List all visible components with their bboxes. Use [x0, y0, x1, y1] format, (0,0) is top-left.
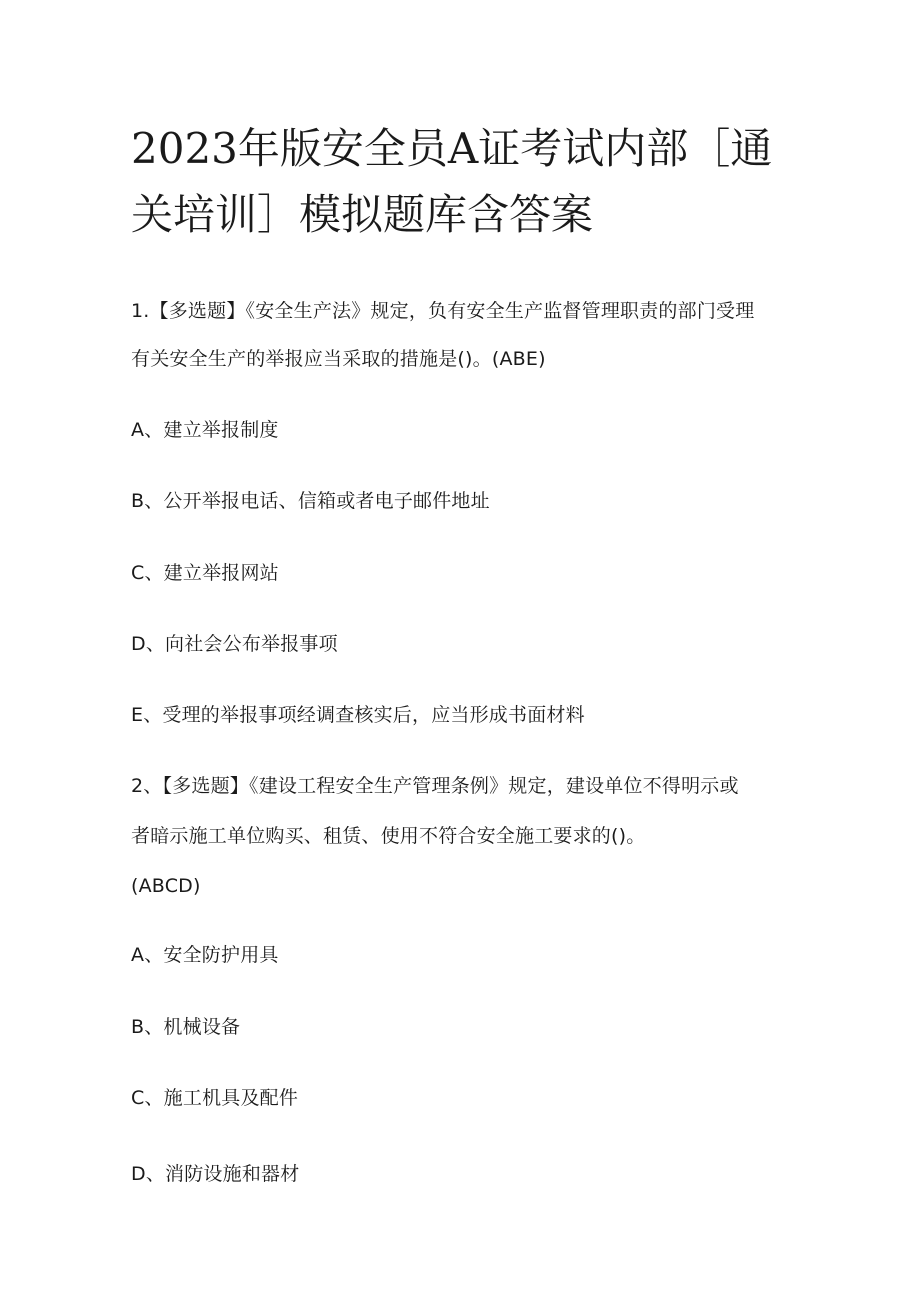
question-1-stem-line-1: 1.【多选题】《安全生产法》规定，负有安全生产监督管理职责的部门受理: [131, 300, 755, 322]
question-2-stem-line-3: (ABCD): [131, 875, 201, 897]
question-1-option-e: E、受理的举报事项经调查核实后，应当形成书面材料: [131, 704, 585, 726]
question-2-stem-line-1: 2、【多选题】《建设工程安全生产管理条例》规定，建设单位不得明示或: [131, 775, 739, 797]
question-1-stem-line-2: 有关安全生产的举报应当采取的措施是()。(ABE): [131, 348, 546, 370]
question-2-option-d: D、消防设施和器材: [131, 1163, 300, 1185]
question-1-option-a: A、建立举报制度: [131, 419, 279, 441]
question-1-option-c: C、建立举报网站: [131, 562, 279, 584]
document-title-line-1: 2023年版安全员A证考试内部［通: [131, 124, 773, 173]
question-2-option-b: B、机械设备: [131, 1016, 241, 1038]
question-2-stem-line-2: 者暗示施工单位购买、租赁、使用不符合安全施工要求的()。: [131, 825, 646, 847]
question-2-option-c: C、施工机具及配件: [131, 1087, 299, 1109]
question-1-option-d: D、向社会公布举报事项: [131, 633, 338, 655]
question-1-option-b: B、公开举报电话、信箱或者电子邮件地址: [131, 490, 490, 512]
question-2-option-a: A、安全防护用具: [131, 944, 279, 966]
document-title-line-2: 关培训］模拟题库含答案: [131, 190, 594, 239]
